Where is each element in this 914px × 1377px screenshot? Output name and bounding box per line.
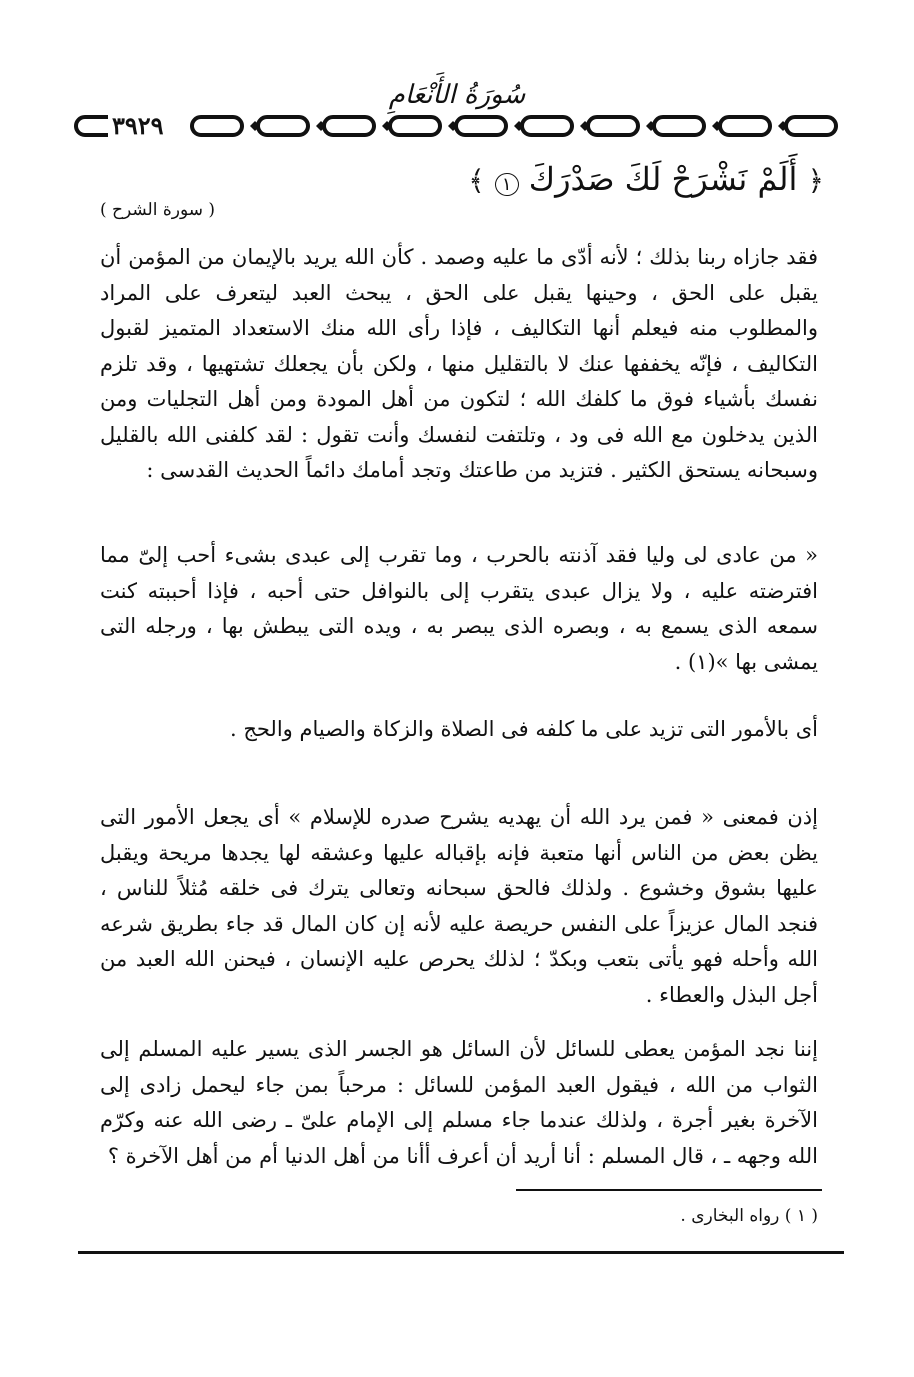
paragraph-5: إننا نجد المؤمن يعطى للسائل لأن السائل هو الجسر الذى يسير عليه المسلم إلى الثواب من الله ، فيقول العبد المؤمن للسائل : مرحباً بمن جاء ليحمل زادى إلى الآخرة بغير أجرة ، ولذلك عندما جاء مسلم إلى الإمام علىّ ـ رضى الله عنه وكرّم الله وجهه ـ ، قال المسلم : أنا أريد أن أعرف أأنا من أهل الدنيا أم من أهل الآخرة ؟ — [100, 1037, 818, 1168]
page-bottom-rule — [78, 1251, 844, 1254]
footnote-divider — [516, 1189, 822, 1191]
verse-open-bracket: ﴿ — [807, 164, 824, 197]
paragraph-4: إذن فمعنى « فمن يرد الله أن يهديه يشرح صدره للإسلام » أى يجعل الأمور التى يظن بعض من الناس أنها متعبة فإنه بإقباله عليها وعشقه لها يجدها مريحة ويقبل عليها بشوق وخشوع . ولذلك فالحق سبحانه وتعالى يترك فى خلقه مُثلاً للناس ، فنجد المال عزيزاً على النفس حريصة عليه لأنه إن كان المال قد جاء بطريق شرعه الله وأحله فهو يأتى بتعب وبكدّ ؛ لذلك يحرص عليه الإنسان ، فيحنن الله العبد من أجل البذل والعطاء . — [100, 805, 818, 1007]
ayah-number: ١ — [495, 173, 519, 196]
surah-reference-label: ( سورة الشرح ) — [100, 200, 216, 220]
paragraph-1: فقد جازاه ربنا بذلك ؛ لأنه أدّى ما عليه وصمد . كأن الله يريد بالإيمان من المؤمن أن يقبل على الحق ، وحينها يقبل على الحق ، يبحث العبد ليتعرف على المراد والمطلوب منه فيعلم أنها التكاليف ، فإذا رأى الله منك الاستعداد المتميز لقبول التكاليف ، فإنّه يخففها عنك لا بالتقليل منها ، ولكن بأن يجعلك تشتهيها ، وقد تلزم نفسك بأشياء فوق ما كلفك الله ؛ لتكون من أهل المودة ومن أهل التجليات ومن الذين يدخلون مع الله فى ود ، وتلتفت لنفسك وأنت تقول : لقد كلفنى الله بالقليل وسبحانه يستحق الكثير . فتزيد من طاعتك وتجد أمامك دائماً الحديث القدسى : — [100, 245, 818, 482]
verse-close-bracket: ﴾ — [468, 164, 485, 197]
surah-header-title: سُورَةُ الأَنْعَامِ — [388, 80, 526, 110]
verse-text: أَلَمْ نَشْرَحْ لَكَ صَدْرَكَ — [528, 160, 798, 198]
footnote: ( ١ ) رواه البخارى . — [680, 1206, 818, 1226]
decorative-chain-border — [74, 113, 840, 139]
quran-verse — [468, 160, 824, 198]
page-number: ٣٩٢٩ — [108, 111, 168, 140]
paragraph-3: أى بالأمور التى تزيد على ما كلفه فى الصلاة والزكاة والصيام والحج . — [229, 717, 818, 741]
paragraph-hadith: « من عادى لى وليا فقد آذنته بالحرب ، وما تقرب إلى عبدى بشىء أحب إلىّ مما افترضته عليه ، ولا يزال عبدى يتقرب إلى بالنوافل حتى أحبه ، فإذا أحببته كنت سمعه الذى يسمع به ، وبصره الذى يبصر به ، ويده التى يبطش بها ، ورجله التى يمشى بها »(١) . — [100, 543, 818, 674]
